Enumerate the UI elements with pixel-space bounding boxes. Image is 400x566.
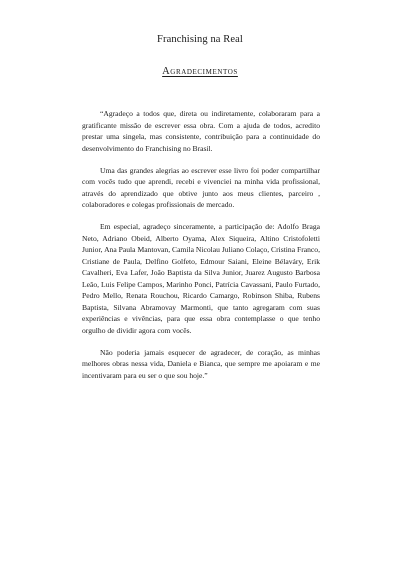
running-header: Franchising na Real (157, 34, 243, 45)
paragraph: Não poderia jamais esquecer de agradecer, de coração, as minhas melhores obras nessa vida, Daniela e Bianca, que sempre me apoiaram e me incentivaram para eu ser o que sou hoje.” (82, 347, 320, 380)
paragraph: Em especial, agradeço sinceramente, a participação de: Adolfo Braga Neto, Adriano Obeid, Alberto Oyama, Alex Siqueira, Altino Cristofoletti Junior, Ana Paula Mantovan, Camila Nicolau Juliano Colaço, Cristina Franco, Cristiane de Paula, Delfino Golfeto, Edmour Saiani, Eleine Bélaváry, Erik Cavalheri, Eva Lafer, João Baptista da Silva Junior, Juarez Augusto Barbosa Leão, Luis Felipe Campos, Marinho Ponci, Patrícia Cavassani, Paulo Furtado, Pedro Mello, Renata Rouchou, Ricardo Camargo, Robinson Shiba, Rubens Baptista, Silvana Abramovay Marmonti, que tanto agregaram com suas experiências e vivências, para que essa obra contemplasse o que tenho orgulho de dividir agora com vocês. (82, 222, 320, 335)
paragraph: “Agradeço a todos que, direta ou indiretamente, colaboraram para a gratificante missão de escrever essa obra. Com a ajuda de todos, acredito prestar uma singela, mas consistente, contribuição para a continuidade do desenvolvimento do Franchising no Brasil. (82, 109, 320, 153)
section-title: Agradecimentos (162, 66, 238, 77)
acknowledgements-body (82, 108, 320, 392)
paragraph: Uma das grandes alegrias ao escrever esse livro foi poder compartilhar com vocês tudo que aprendi, recebi e vivenciei na minha vida profissional, através do aprendizado que obtive junto aos meus clientes, parceiro , colaboradores e colegas profissionais de mercado. (82, 165, 320, 210)
